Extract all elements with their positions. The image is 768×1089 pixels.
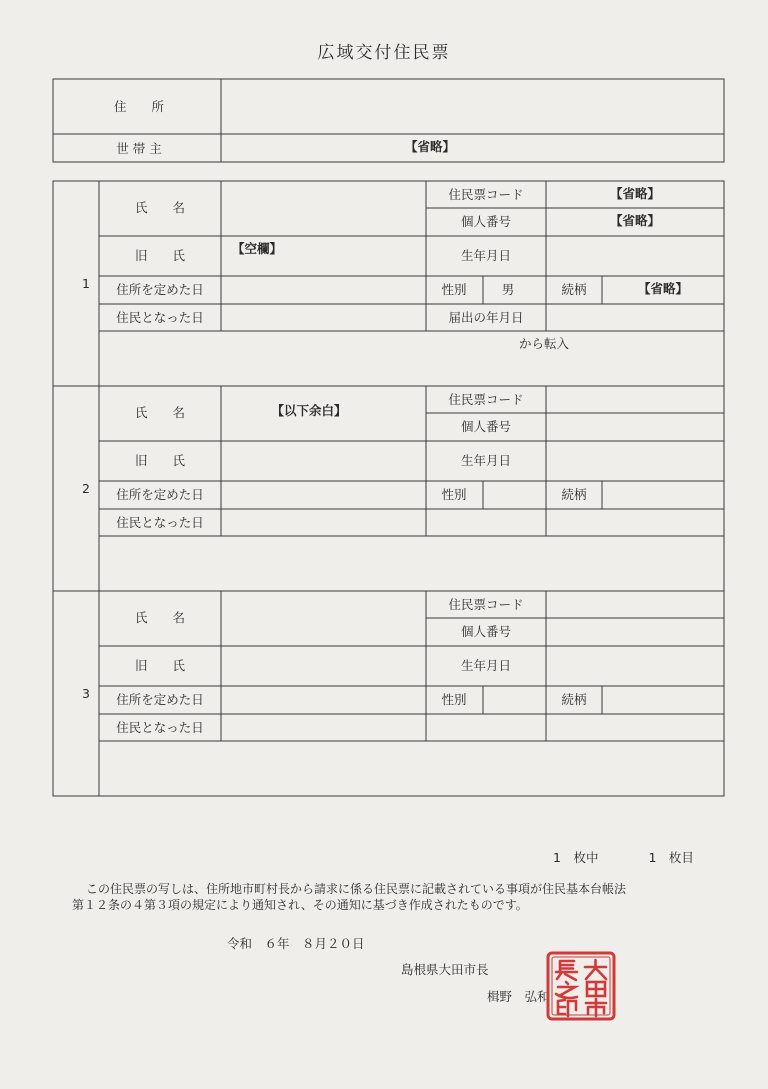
resident-date-label: 住民となった日 xyxy=(116,515,204,530)
certification-statement-line1: この住民票の写しは、住所地市町村長から請求に係る住民票に記載されている事項が住民基本台帳法 xyxy=(86,882,627,896)
official-seal-icon xyxy=(545,950,617,1022)
sex-label: 性別 xyxy=(441,692,467,707)
resident-date-label: 住民となった日 xyxy=(116,720,204,735)
name-label: 氏 名 xyxy=(134,610,186,625)
household-head-value: 【省略】 xyxy=(404,139,456,154)
issue-date: 令和 ６年 ８月２０日 xyxy=(227,936,365,951)
birth-date-label: 生年月日 xyxy=(460,453,512,468)
relationship-value: 【省略】 xyxy=(637,281,689,296)
entry-index: 1 xyxy=(82,276,90,291)
code-label: 住民票コード xyxy=(448,187,524,202)
relationship-label: 続柄 xyxy=(561,282,587,297)
relationship-label: 続柄 xyxy=(561,692,587,707)
code-label: 住民票コード xyxy=(448,597,524,612)
birth-date-label: 生年月日 xyxy=(460,248,512,263)
issuer-title: 島根県大田市長 xyxy=(401,962,489,977)
address-label: 住 所 xyxy=(113,99,165,114)
sex-value: 男 xyxy=(501,282,515,297)
code-value: 【省略】 xyxy=(609,186,661,201)
name-label: 氏 名 xyxy=(134,200,186,215)
notify-date-label: 届出の年月日 xyxy=(448,310,524,325)
entry-index: 3 xyxy=(82,686,90,701)
name-label: 氏 名 xyxy=(134,405,186,420)
certification-statement-line2: 第１２条の４第３項の規定により通知され、その通知に基づき作成されたものです。 xyxy=(72,898,528,912)
document-title: 広域交付住民票 xyxy=(317,43,451,63)
former-surname-value: 【空欄】 xyxy=(232,241,283,256)
personal-number-label: 個人番号 xyxy=(460,214,512,229)
resident-date-label: 住民となった日 xyxy=(116,310,204,325)
address-date-label: 住所を定めた日 xyxy=(116,282,204,297)
former-surname-label: 旧 氏 xyxy=(134,658,186,673)
household-head-label: 世 帯 主 xyxy=(116,141,162,156)
entry-index: 2 xyxy=(82,481,90,496)
relationship-label: 続柄 xyxy=(561,487,587,502)
address-date-label: 住所を定めた日 xyxy=(116,487,204,502)
birth-date-label: 生年月日 xyxy=(460,658,512,673)
personal-number-value: 【省略】 xyxy=(609,213,661,228)
address-date-label: 住所を定めた日 xyxy=(116,692,204,707)
remark-text: から転入 xyxy=(519,336,570,351)
former-surname-label: 旧 氏 xyxy=(134,248,186,263)
sex-label: 性別 xyxy=(441,487,467,502)
code-label: 住民票コード xyxy=(448,392,524,407)
name-value: 【以下余白】 xyxy=(271,403,347,418)
former-surname-label: 旧 氏 xyxy=(134,453,186,468)
page-count: 1 枚中 1 枚目 xyxy=(553,850,694,865)
personal-number-label: 個人番号 xyxy=(460,624,512,639)
mayor-name: 楫野 弘和 xyxy=(487,989,550,1004)
personal-number-label: 個人番号 xyxy=(460,419,512,434)
sex-label: 性別 xyxy=(441,282,467,297)
